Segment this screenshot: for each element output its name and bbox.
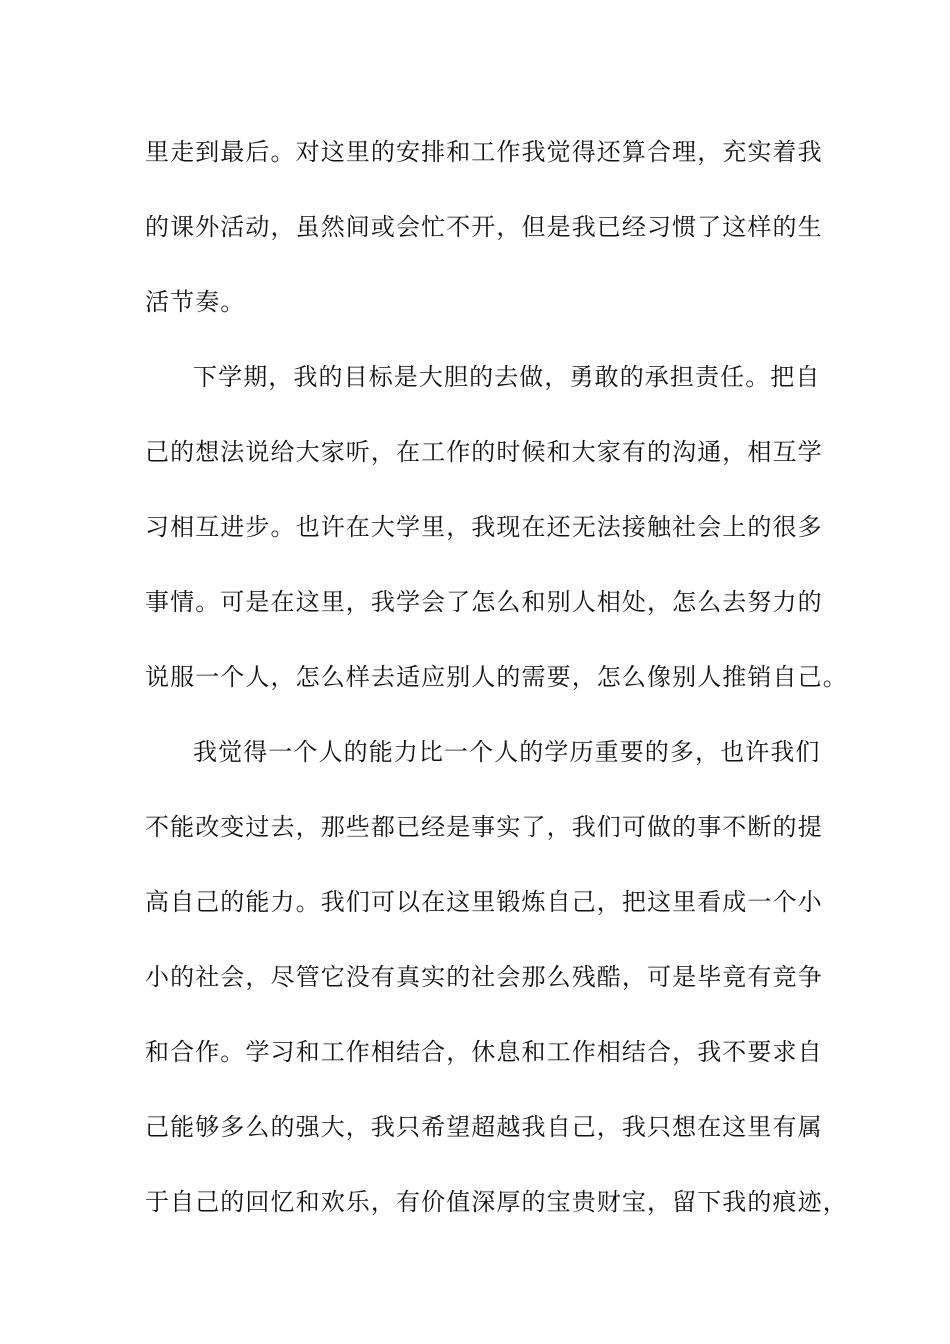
text-line: 事情。可是在这里，我学会了怎么和别人相处，怎么去努力的: [145, 588, 823, 616]
text-line: 习相互进步。也许在大学里，我现在还无法接触社会上的很多: [145, 513, 823, 541]
text-line: 高自己的能力。我们可以在这里锻炼自己，把这里看成一个小: [145, 888, 823, 916]
text-line: 己的想法说给大家听，在工作的时候和大家有的沟通，相互学: [145, 438, 823, 466]
text-line: 活节奏。: [145, 288, 246, 316]
text-line: 己能够多么的强大，我只希望超越我自己，我只想在这里有属: [145, 1113, 823, 1141]
paragraph-first-line: 我觉得一个人的能力比一个人的学历重要的多，也许我们: [193, 738, 821, 766]
text-line: 里走到最后。对这里的安排和工作我觉得还算合理，充实着我: [145, 138, 823, 166]
text-line: 和合作。学习和工作相结合，休息和工作相结合，我不要求自: [145, 1038, 823, 1066]
text-line: 的课外活动，虽然间或会忙不开，但是我已经习惯了这样的生: [145, 213, 823, 241]
text-line: 于自己的回忆和欢乐，有价值深厚的宝贵财宝，留下我的痕迹，: [145, 1188, 848, 1216]
text-line: 不能改变过去，那些都已经是事实了，我们可做的事不断的提: [145, 813, 823, 841]
paragraph-first-line: 下学期，我的目标是大胆的去做，勇敢的承担责任。把自: [193, 363, 821, 391]
text-line: 说服一个人，怎么样去适应别人的需要，怎么像别人推销自己。: [145, 663, 848, 691]
text-line: 小的社会，尽管它没有真实的社会那么残酷，可是毕竟有竞争: [145, 963, 823, 991]
